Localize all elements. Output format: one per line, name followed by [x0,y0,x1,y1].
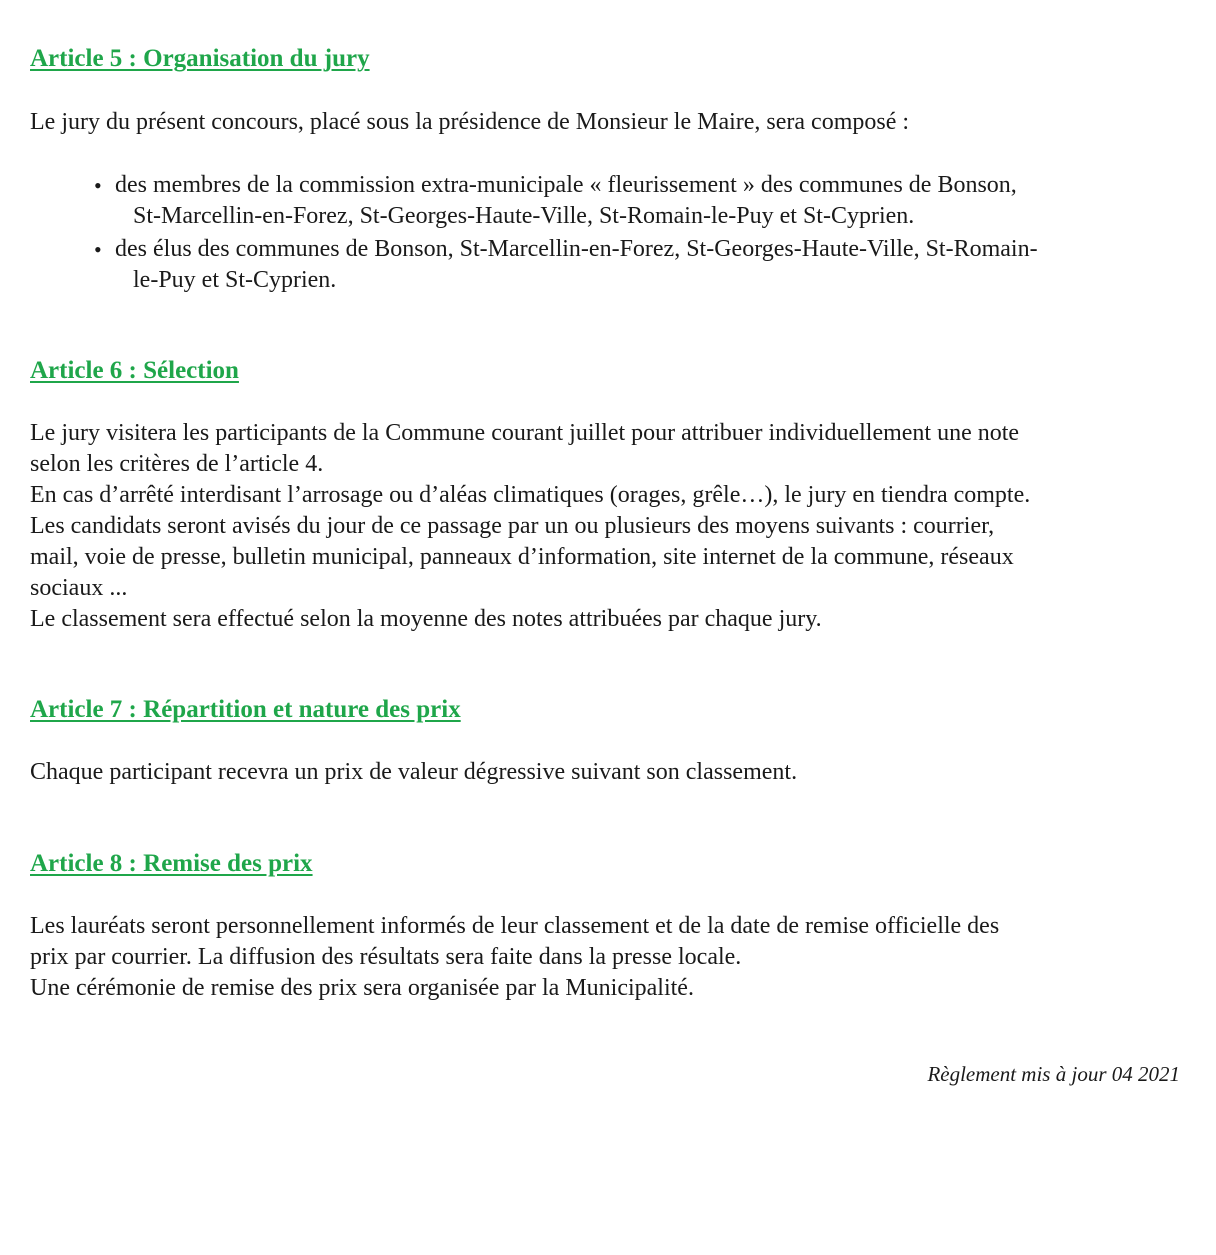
bullet-icon: • [94,173,102,198]
article-5-heading: Article 5 : Organisation du jury [30,45,370,72]
article-6-heading: Article 6 : Sélection [30,357,239,384]
list-item-line: le-Puy et St-Cyprien. [133,267,337,293]
article-8-heading: Article 8 : Remise des prix [30,850,313,877]
paragraph-line: Une cérémonie de remise des prix sera organisée par la Municipalité. [30,975,694,1001]
article-5-intro [30,107,1170,138]
paragraph-line: prix par courrier. La diffusion des résultats sera faite dans la presse locale. [30,944,742,970]
article-5-intro-text: Le jury du présent concours, placé sous la présidence de Monsieur le Maire, sera composé : [30,109,910,135]
list-item [94,170,1174,232]
article-7-body [30,757,1170,788]
list-item-line: St-Marcellin-en-Forez, St-Georges-Haute-Ville, St-Romain-le-Puy et St-Cyprien. [133,203,915,229]
article-6-body [30,418,1170,635]
paragraph-line: Le classement sera effectué selon la moyenne des notes attribuées par chaque jury. [30,606,822,632]
list-item-line: des membres de la commission extra-municipale « fleurissement » des communes de Bonson, [115,172,1017,198]
list-item-line: des élus des communes de Bonson, St-Marcellin-en-Forez, St-Georges-Haute-Ville, St-Romain- [115,236,1038,262]
paragraph-line: selon les critères de l’article 4. [30,451,324,477]
article-5-bullet-list [94,170,1174,298]
paragraph-line: Les candidats seront avisés du jour de ce passage par un ou plusieurs des moyens suivants : courrier, [30,513,995,539]
article-7-heading: Article 7 : Répartition et nature des prix [30,696,461,723]
paragraph-line: mail, voie de presse, bulletin municipal, panneaux d’information, site internet de la commune, réseaux [30,544,1014,570]
paragraph-line: Le jury visitera les participants de la Commune courant juillet pour attribuer individuellement une note [30,420,1020,446]
footer-revision-note: Règlement mis à jour 04 2021 [927,1062,1180,1086]
paragraph-line: Chaque participant recevra un prix de valeur dégressive suivant son classement. [30,759,798,785]
paragraph-line: En cas d’arrêté interdisant l’arrosage ou d’aléas climatiques (orages, grêle…), le jury en tiendra compte. [30,482,1031,508]
paragraph-line: Les lauréats seront personnellement informés de leur classement et de la date de remise officielle des [30,913,1000,939]
paragraph-line: sociaux ... [30,575,128,601]
bullet-icon: • [94,237,102,262]
list-item [94,234,1174,296]
article-8-body [30,911,1170,1004]
